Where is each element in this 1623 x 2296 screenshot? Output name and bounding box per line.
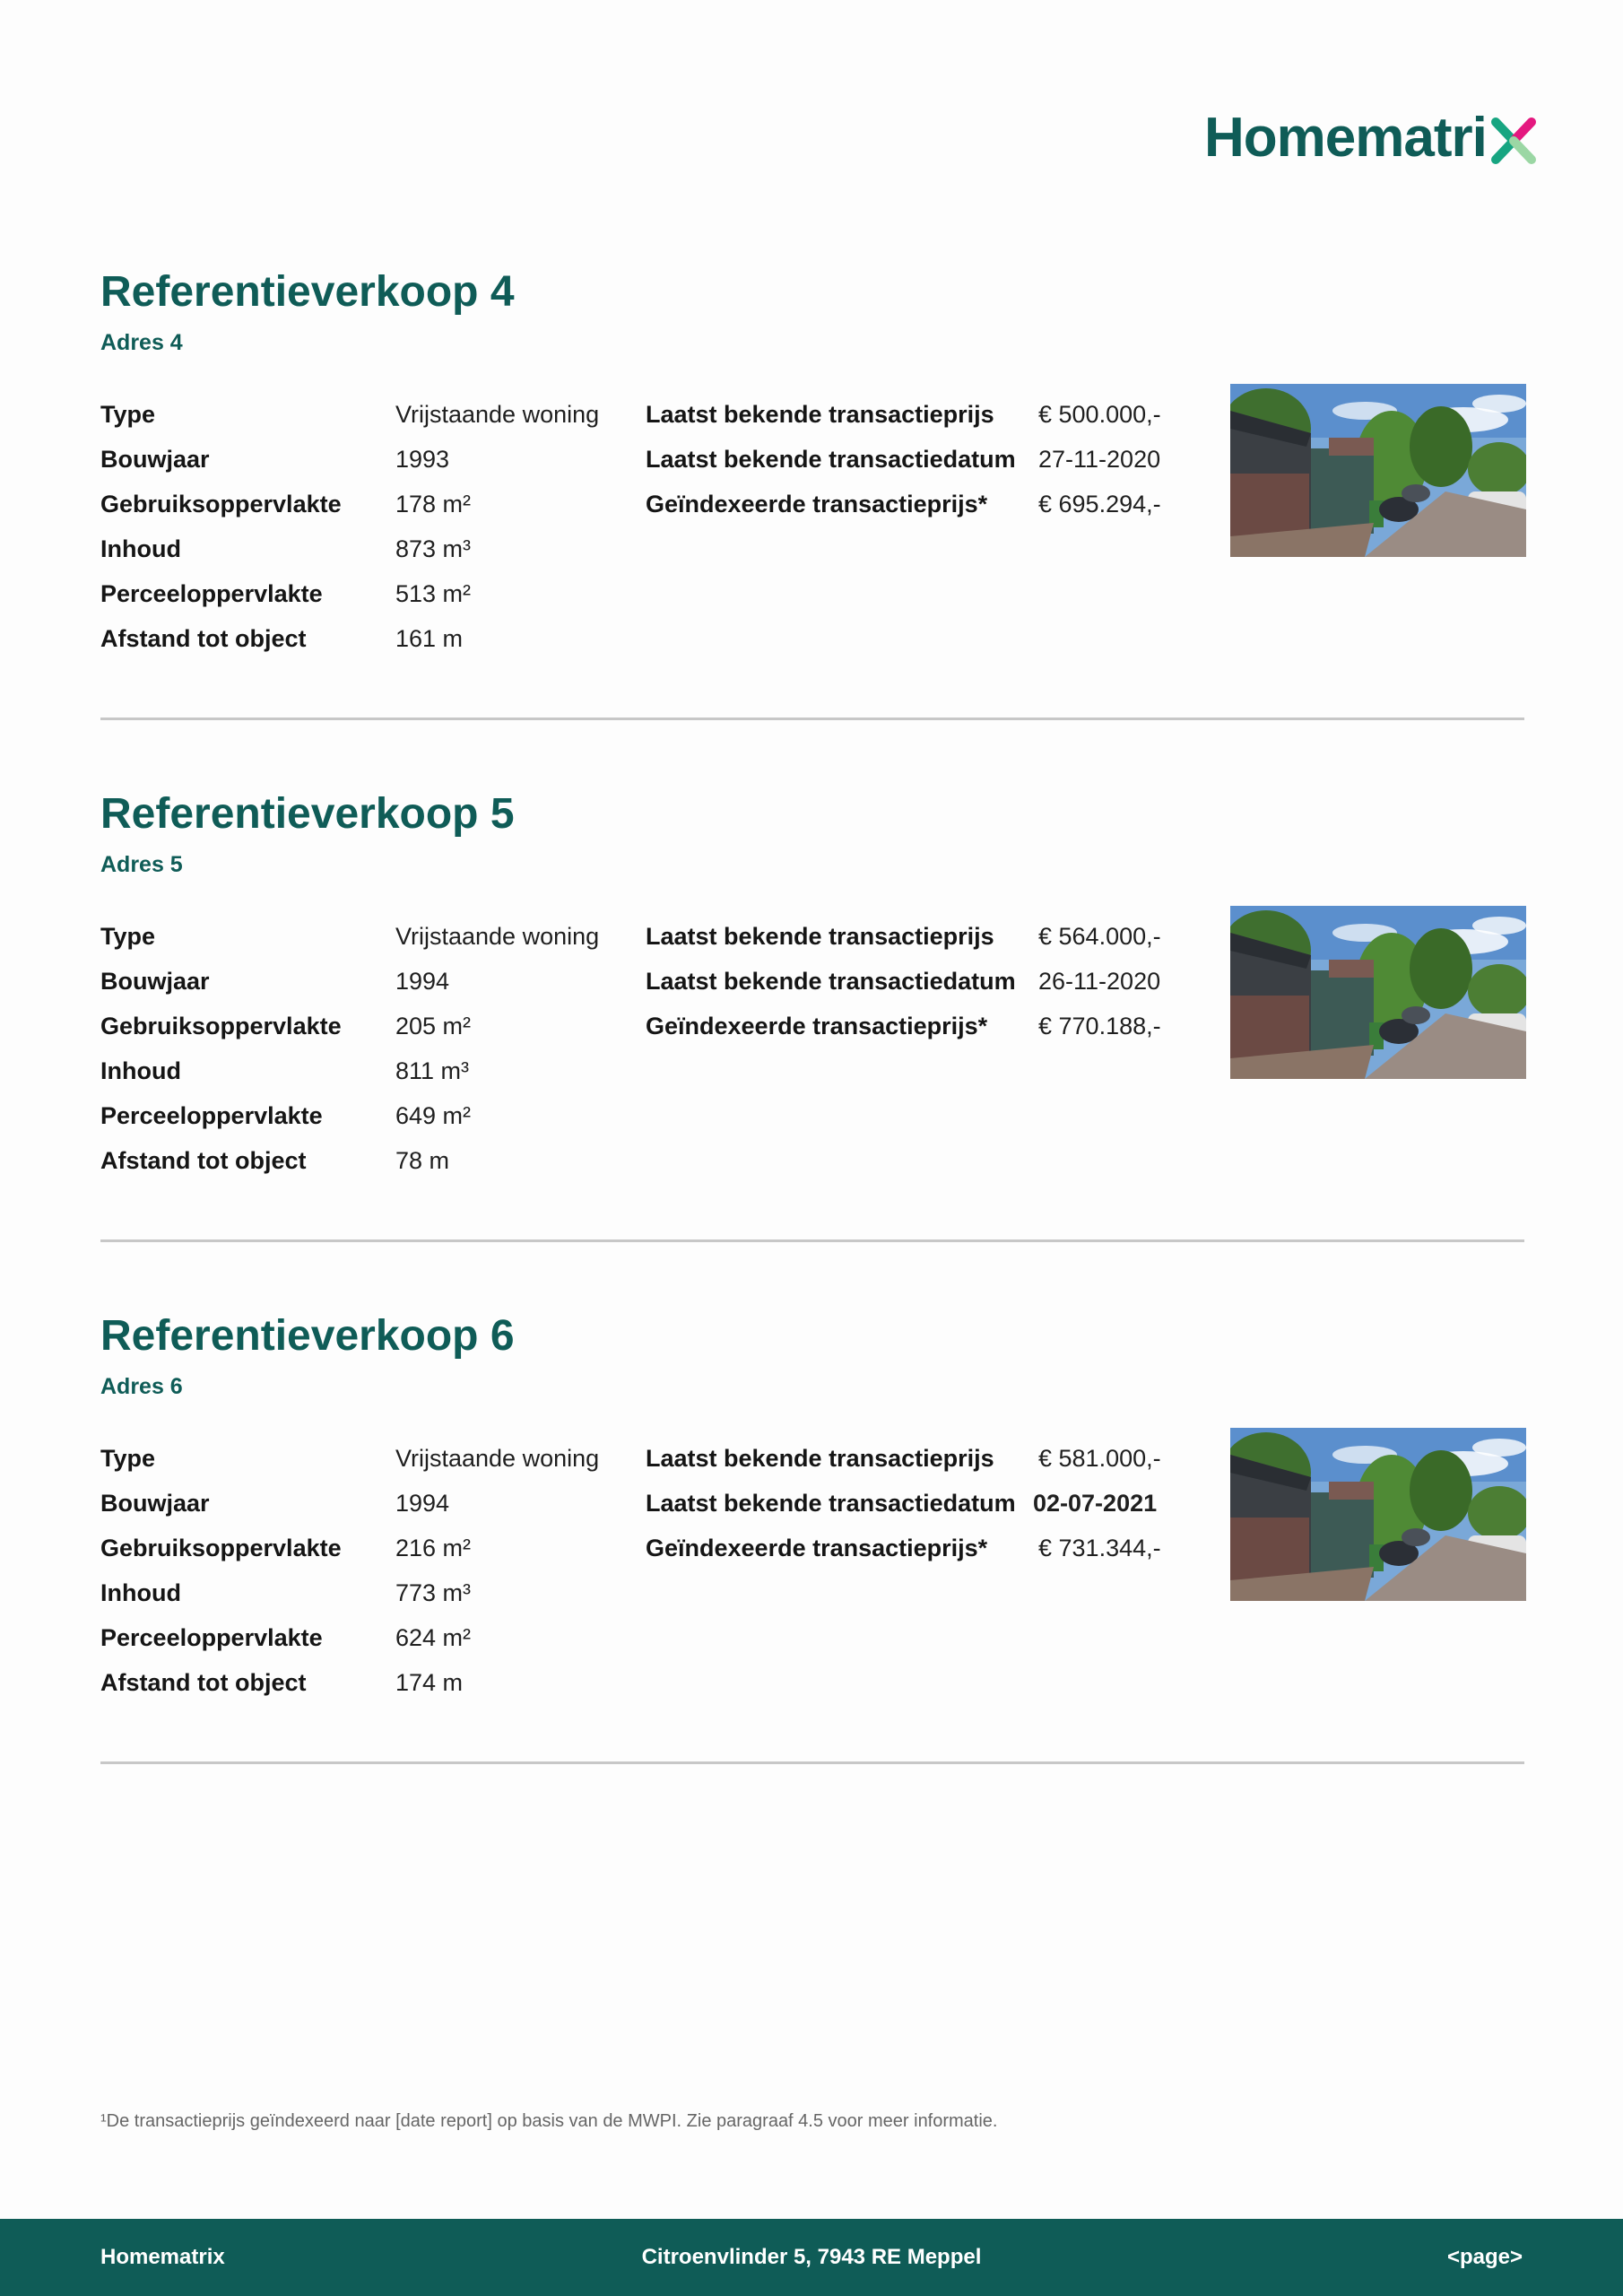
label-transactieprijs: Laatst bekende transactieprijs bbox=[646, 1445, 994, 1472]
value-afstand: 78 m bbox=[395, 1147, 450, 1174]
value-geindexeerd: € 695.294,- bbox=[1038, 491, 1161, 517]
logo-x-mark-icon bbox=[1488, 115, 1539, 167]
value-transactieprijs: € 581.000,- bbox=[1038, 1445, 1161, 1472]
section-title: Referentieverkoop 5 bbox=[100, 790, 515, 838]
value-transactiedatum: 02-07-2021 bbox=[1033, 1490, 1158, 1517]
label-transactiedatum: Laatst bekende transactiedatum bbox=[646, 968, 1016, 995]
label-geindexeerd: Geïndexeerde transactieprijs* bbox=[646, 491, 988, 517]
value-afstand: 174 m bbox=[395, 1669, 464, 1696]
value-perceeloppervlakte: 513 m² bbox=[395, 580, 472, 607]
value-geindexeerd: € 731.344,- bbox=[1038, 1535, 1161, 1561]
label-perceeloppervlakte: Perceeloppervlakte bbox=[100, 580, 323, 607]
label-type: Type bbox=[100, 1445, 156, 1472]
page-footer bbox=[0, 2219, 1623, 2296]
label-transactieprijs: Laatst bekende transactieprijs bbox=[646, 923, 994, 950]
value-inhoud: 811 m³ bbox=[395, 1057, 470, 1084]
label-afstand: Afstand tot object bbox=[100, 1669, 307, 1696]
label-geindexeerd: Geïndexeerde transactieprijs* bbox=[646, 1535, 988, 1561]
label-bouwjaar: Bouwjaar bbox=[100, 446, 210, 473]
section-address: Adres 4 bbox=[100, 330, 183, 355]
label-afstand: Afstand tot object bbox=[100, 1147, 307, 1174]
property-photo bbox=[1230, 906, 1526, 1079]
label-transactieprijs: Laatst bekende transactieprijs bbox=[646, 401, 994, 428]
label-transactiedatum: Laatst bekende transactiedatum bbox=[646, 446, 1016, 473]
value-type: Vrijstaande woning bbox=[395, 401, 600, 428]
value-type: Vrijstaande woning bbox=[395, 923, 600, 950]
value-transactiedatum: 27-11-2020 bbox=[1038, 446, 1161, 473]
section-divider bbox=[100, 718, 1524, 720]
label-inhoud: Inhoud bbox=[100, 1579, 181, 1606]
label-bouwjaar: Bouwjaar bbox=[100, 968, 210, 995]
value-inhoud: 773 m³ bbox=[395, 1579, 472, 1606]
label-type: Type bbox=[100, 401, 156, 428]
label-perceeloppervlakte: Perceeloppervlakte bbox=[100, 1624, 323, 1651]
label-bouwjaar: Bouwjaar bbox=[100, 1490, 210, 1517]
section-address: Adres 5 bbox=[100, 852, 183, 877]
label-gebruiksoppervlakte: Gebruiksoppervlakte bbox=[100, 1013, 342, 1039]
label-gebruiksoppervlakte: Gebruiksoppervlakte bbox=[100, 1535, 342, 1561]
value-perceeloppervlakte: 649 m² bbox=[395, 1102, 472, 1129]
label-type: Type bbox=[100, 923, 156, 950]
value-gebruiksoppervlakte: 178 m² bbox=[395, 491, 472, 517]
homematrix-logo bbox=[1204, 106, 1539, 170]
logo-text: Homematri bbox=[1204, 107, 1487, 169]
section-divider bbox=[100, 1761, 1524, 1764]
value-transactiedatum: 26-11-2020 bbox=[1038, 968, 1161, 995]
value-geindexeerd: € 770.188,- bbox=[1038, 1013, 1161, 1039]
value-bouwjaar: 1993 bbox=[395, 446, 450, 473]
property-photo bbox=[1230, 384, 1526, 557]
reference-sale-section bbox=[100, 789, 1524, 1247]
value-bouwjaar: 1994 bbox=[395, 1490, 450, 1517]
footer-address: Citroenvlinder 5, 7943 RE Meppel bbox=[641, 2245, 982, 2269]
section-divider bbox=[100, 1239, 1524, 1242]
value-type: Vrijstaande woning bbox=[395, 1445, 600, 1472]
value-transactieprijs: € 564.000,- bbox=[1038, 923, 1161, 950]
label-transactiedatum: Laatst bekende transactiedatum bbox=[646, 1490, 1016, 1517]
value-inhoud: 873 m³ bbox=[395, 535, 472, 562]
label-inhoud: Inhoud bbox=[100, 1057, 181, 1084]
value-gebruiksoppervlakte: 205 m² bbox=[395, 1013, 472, 1039]
section-address: Adres 6 bbox=[100, 1374, 183, 1399]
label-inhoud: Inhoud bbox=[100, 535, 181, 562]
label-afstand: Afstand tot object bbox=[100, 625, 307, 652]
footnote: ¹De transactieprijs geïndexeerd naar [date report] op basis van de MWPI. Zie paragraaf 4.5 voor meer informatie. bbox=[100, 2111, 998, 2131]
label-perceeloppervlakte: Perceeloppervlakte bbox=[100, 1102, 323, 1129]
label-gebruiksoppervlakte: Gebruiksoppervlakte bbox=[100, 491, 342, 517]
value-afstand: 161 m bbox=[395, 625, 464, 652]
value-transactieprijs: € 500.000,- bbox=[1038, 401, 1161, 428]
reference-sale-section bbox=[100, 267, 1524, 725]
label-geindexeerd: Geïndexeerde transactieprijs* bbox=[646, 1013, 988, 1039]
section-title: Referentieverkoop 6 bbox=[100, 1312, 515, 1360]
footer-brand: Homematrix bbox=[100, 2245, 225, 2269]
section-title: Referentieverkoop 4 bbox=[100, 268, 515, 316]
value-perceeloppervlakte: 624 m² bbox=[395, 1624, 472, 1651]
reference-sale-section bbox=[100, 1311, 1524, 1769]
value-gebruiksoppervlakte: 216 m² bbox=[395, 1535, 472, 1561]
value-bouwjaar: 1994 bbox=[395, 968, 450, 995]
property-photo bbox=[1230, 1428, 1526, 1601]
footer-page-number: <page> bbox=[1446, 2245, 1523, 2269]
